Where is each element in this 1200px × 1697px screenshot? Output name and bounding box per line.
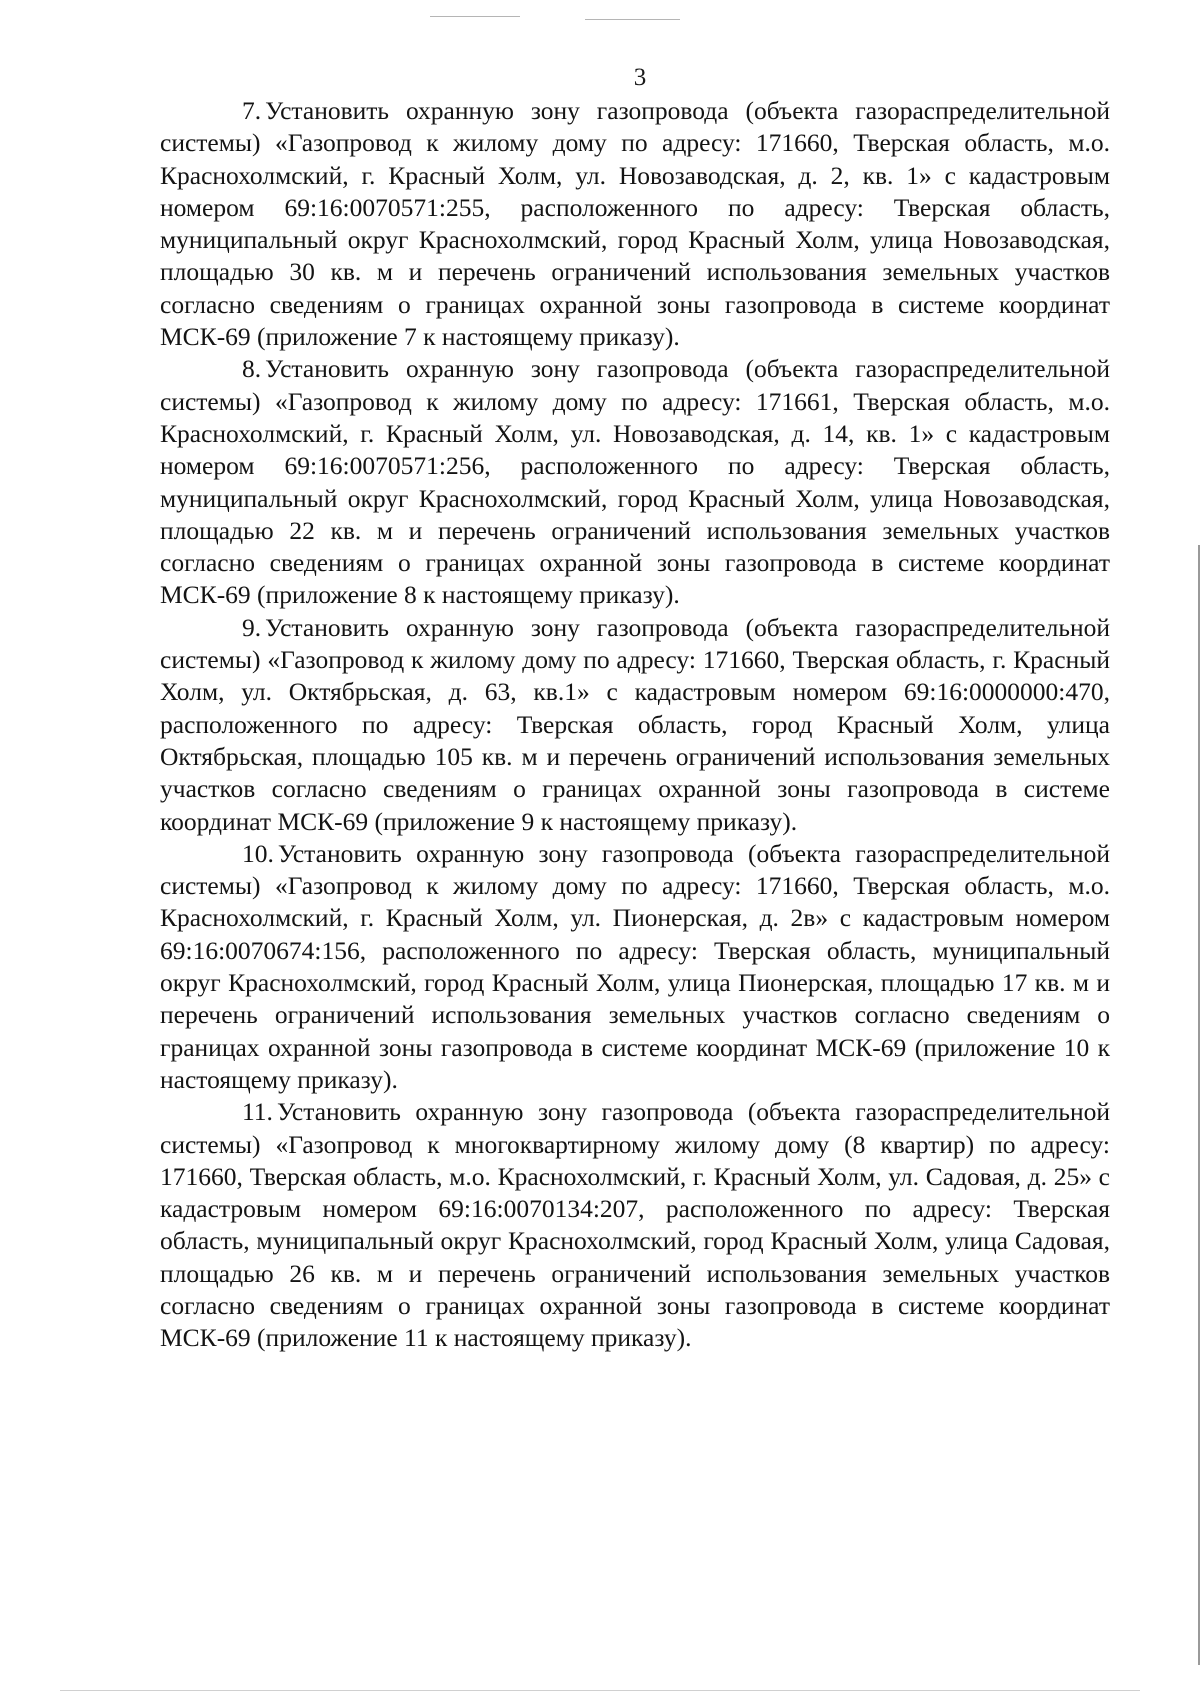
clause-9 xyxy=(160,612,1110,838)
clause-10 xyxy=(160,838,1110,1096)
clause-7 xyxy=(160,95,1110,353)
clause-number: 9. xyxy=(242,612,262,642)
clause-text: Установить охранную зону газопровода (объекта газораспределительной системы) «Газопровод к жилому дому по адресу: 171660, Тверская область, г. Красный Холм, ул. Октябрьская, д. 63, кв.1» с кадастровым номером 69:16:0000000:470, расположенного по адресу: Тверская область, город Красный Холм, улица Октябрьская, площадью 105 кв. м и перечень ограничений использования земельных участков согласно сведениям о границах охранной зоны газопровода в системе координат МСК-69 (приложение 9 к настоящему приказу). xyxy=(160,612,1110,836)
clause-number: 11. xyxy=(242,1097,273,1127)
clause-8 xyxy=(160,353,1110,611)
clause-text: Установить охранную зону газопровода (объекта газораспределительной системы) «Газопровод к жилому дому по адресу: 171660, Тверская область, м.о. Краснохолмский, г. Красный Холм, ул. Новозаводская, д. 2, кв. 1» с кадастровым номером 69:16:0070571:255, расположенного по адресу: Тверская область, муниципальный округ Краснохолмский, город Красный Холм, улица Новозаводская, площадью 30 кв. м и перечень ограничений использования земельных участков согласно сведениям о границах охранной зоны газопровода в системе координат МСК-69 (приложение 7 к настоящему приказу). xyxy=(160,96,1110,352)
clause-number: 8. xyxy=(242,354,262,384)
scan-noise-top-left xyxy=(430,16,520,17)
clause-number: 10. xyxy=(242,838,274,868)
clause-text: Установить охранную зону газопровода (объекта газораспределительной системы) «Газопровод к жилому дому по адресу: 171661, Тверская область, м.о. Краснохолмский, г. Красный Холм, ул. Новозаводская, д. 14, кв. 1» с кадастровым номером 69:16:0070571:256, расположенного по адресу: Тверская область, муниципальный округ Краснохолмский, город Красный Холм, улица Новозаводская, площадью 22 кв. м и перечень ограничений использования земельных участков согласно сведениям о границах охранной зоны газопровода в системе координат МСК-69 (приложение 8 к настоящему приказу). xyxy=(160,354,1110,610)
scan-noise-top-right xyxy=(585,19,680,20)
clause-text: Установить охранную зону газопровода (объекта газораспределительной системы) «Газопровод к жилому дому по адресу: 171660, Тверская область, м.о. Краснохолмский, г. Красный Холм, ул. Пионерская, д. 2в» с кадастровым номером 69:16:0070674:156, расположенного по адресу: Тверская область, муниципальный округ Краснохолмский, город Красный Холм, улица Пионерская, площадью 17 кв. м и перечень ограничений использования земельных участков согласно сведениям о границах охранной зоны газопровода в системе координат МСК-69 (приложение 10 к настоящему приказу). xyxy=(160,838,1110,1094)
page-number: 3 xyxy=(633,64,647,91)
clause-number: 7. xyxy=(242,96,262,125)
scan-noise-bottom xyxy=(60,1690,1140,1691)
clause-text: Установить охранную зону газопровода (объекта газораспределительной системы) «Газопровод к многоквартирному жилому дому (8 квартир) по адресу: 171660, Тверская область, м.о. Краснохолмский, г. Красный Холм, ул. Садовая, д. 25» с кадастровым номером 69:16:0070134:207, расположенного по адресу: Тверская область, муниципальный округ Краснохолмский, город Красный Холм, улица Садовая, площадью 26 кв. м и перечень ограничений использования земельных участков согласно сведениям о границах охранной зоны газопровода в системе координат МСК-69 (приложение 11 к настоящему приказу). xyxy=(160,1097,1110,1353)
clause-11 xyxy=(160,1096,1110,1354)
document-body xyxy=(160,95,1110,1355)
